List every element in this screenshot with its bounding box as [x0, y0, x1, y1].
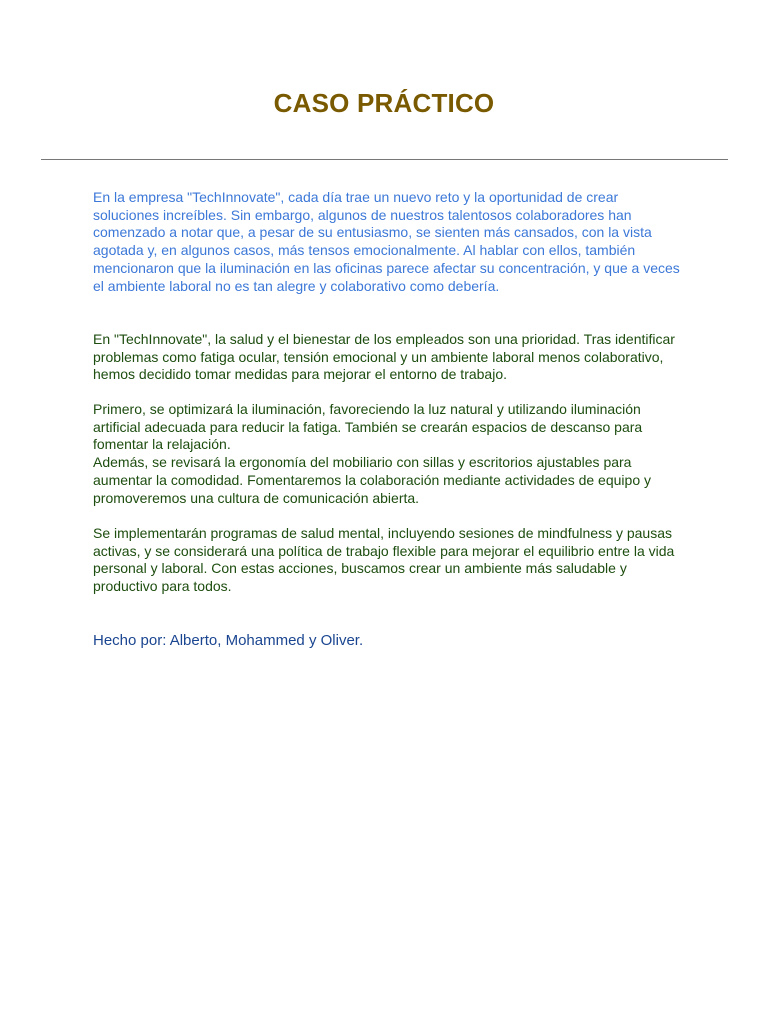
body-paragraph-group	[93, 401, 683, 507]
author-credit: Hecho por: Alberto, Mohammed y Oliver.	[93, 632, 364, 649]
page-title: CASO PRÁCTICO	[273, 88, 495, 118]
body-paragraph-4: Se implementarán programas de salud mental, incluyendo sesiones de mindfulness y pausas activas, y se considerará una política de trabajo flexible para mejorar el equilibrio entre la vida personal y laboral. Con estas acciones, buscamos crear un ambiente más saludable y productivo para todos.	[93, 525, 675, 595]
title-divider	[41, 159, 728, 160]
body-paragraph-3: Además, se revisará la ergonomía del mobiliario con sillas y escritorios ajustables para aumentar la comodidad. Fomentaremos la colaboración mediante actividades de equipo y promoveremos una cultura de comunicación abierta.	[93, 454, 651, 506]
body-paragraph-2: Primero, se optimizará la iluminación, favoreciendo la luz natural y utilizando iluminación artificial adecuada para reducir la fatiga. También se crearán espacios de descanso para fomentar la relajación.	[93, 401, 643, 453]
body-paragraph-1: En "TechInnovate", la salud y el bienestar de los empleados son una prioridad. Tras identificar problemas como fatiga ocular, tensión emocional y un ambiente laboral menos colaborativo, hemos decidido tomar medidas para mejorar el entorno de trabajo.	[93, 331, 675, 383]
intro-paragraph: En la empresa "TechInnovate", cada día trae un nuevo reto y la oportunidad de crear soluciones increíbles. Sin embargo, algunos de nuestros talentosos colaboradores han comenzado a notar que, a pesar de su entusiasmo, se sienten más cansados, con la vista agotada y, en algunos casos, más tensos emocionalmente. Al hablar con ellos, también mencionaron que la iluminación en las oficinas parece afectar su concentración, y que a veces el ambiente laboral no es tan alegre y colaborativo como debería.	[93, 189, 680, 294]
